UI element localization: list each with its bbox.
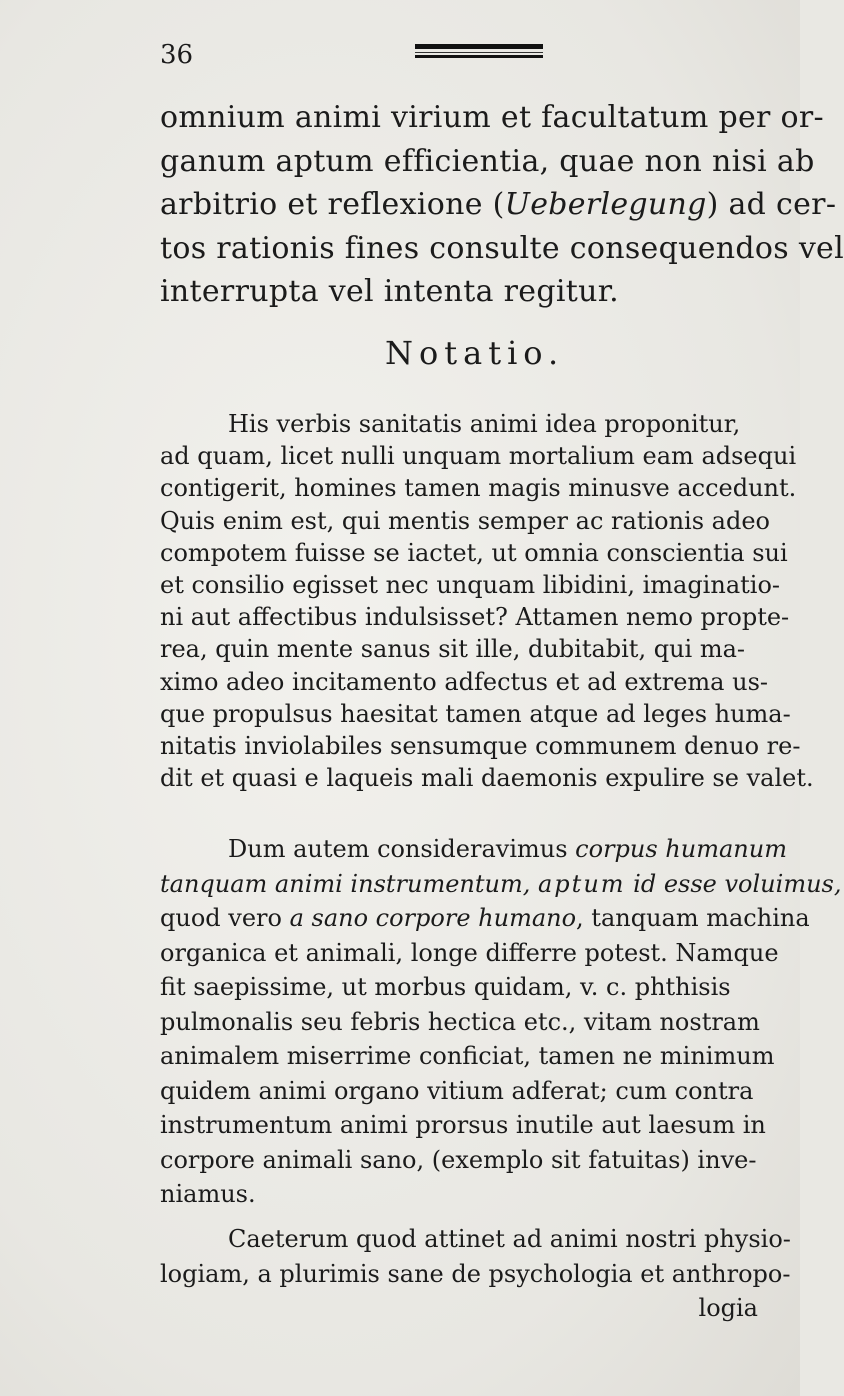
text-line: fit saepissime, ut morbus quidam, v. c. phthisis: [160, 973, 731, 1001]
text-line: contigerit, homines tamen magis minusve accedunt.: [160, 474, 797, 503]
body-paragraph: [160, 1222, 790, 1326]
text-line: pulmonalis seu febris hectica etc., vitam nostram: [160, 1007, 760, 1036]
text-line: His verbis sanitatis animi idea proponitur,: [228, 410, 741, 438]
definition-paragraph: [160, 96, 844, 314]
page-number: 36: [160, 40, 194, 70]
text-line: Dum autem consideravimus corpus humanum: [228, 835, 787, 863]
text-line: corpore animali sano, (exemplo sit fatuitas) inve-: [160, 1145, 757, 1174]
section-heading: Notatio.: [385, 334, 565, 372]
text-line: ganum aptum efficientia, quae non nisi ab: [160, 143, 815, 179]
text-line: et consilio egisset nec unquam libidini, imaginatio-: [160, 571, 781, 600]
text-line: instrumentum animi prorsus inutile aut laesum in: [160, 1111, 766, 1139]
body-paragraph: [160, 832, 842, 1212]
text-line: organica et animali, longe differre potest. Namque: [160, 938, 779, 967]
text-line: omnium animi virium et facultatum per or-: [160, 100, 824, 135]
notatio-paragraph: [160, 408, 814, 794]
text-line: ximo adeo incitamento adfectus et ad extrema us-: [160, 667, 769, 696]
text-line: Quis enim est, qui mentis semper ac rationis adeo: [160, 506, 770, 535]
text-line: dit et quasi e laqueis mali daemonis expulire se valet.: [160, 764, 814, 793]
text-line: tanquam animi instrumentum, aptum id esse voluimus,: [160, 869, 842, 898]
text-line: niamus.: [160, 1180, 256, 1208]
catchword: logia: [698, 1294, 758, 1322]
text-line: quidem animi organo vitium adferat; cum contra: [160, 1076, 754, 1105]
text-line: Caeterum quod attinet ad animi nostri physio-: [228, 1225, 791, 1253]
text-line: quod vero a sano corpore humano, tanquam machina: [160, 904, 810, 932]
text-line: compotem fuisse se iactet, ut omnia conscientia sui: [160, 538, 788, 567]
text-line: animalem miserrime conficiat, tamen ne minimum: [160, 1042, 775, 1070]
text-line: arbitrio et reflexione (Ueberlegung) ad cer-: [160, 187, 837, 222]
text-line: logiam, a plurimis sane de psychologia et anthropo-: [160, 1259, 791, 1288]
text-line: que propulsus haesitat tamen atque ad leges huma-: [160, 699, 791, 728]
text-line: ad quam, licet nulli unquam mortalium eam adsequi: [160, 442, 797, 471]
text-line: rea, quin mente sanus sit ille, dubitabit, qui ma-: [160, 635, 746, 664]
text-line: nitatis inviolabiles sensumque communem denuo re-: [160, 732, 801, 761]
text-line: ni aut affectibus indulsisset? Attamen nemo propte-: [160, 603, 790, 632]
german-term: Ueberlegung: [504, 187, 707, 222]
text-line: interrupta vel intenta regitur.: [160, 274, 619, 309]
text-line: tos rationis fines consulte consequendos vel: [160, 230, 844, 266]
header-rule: [415, 44, 543, 58]
